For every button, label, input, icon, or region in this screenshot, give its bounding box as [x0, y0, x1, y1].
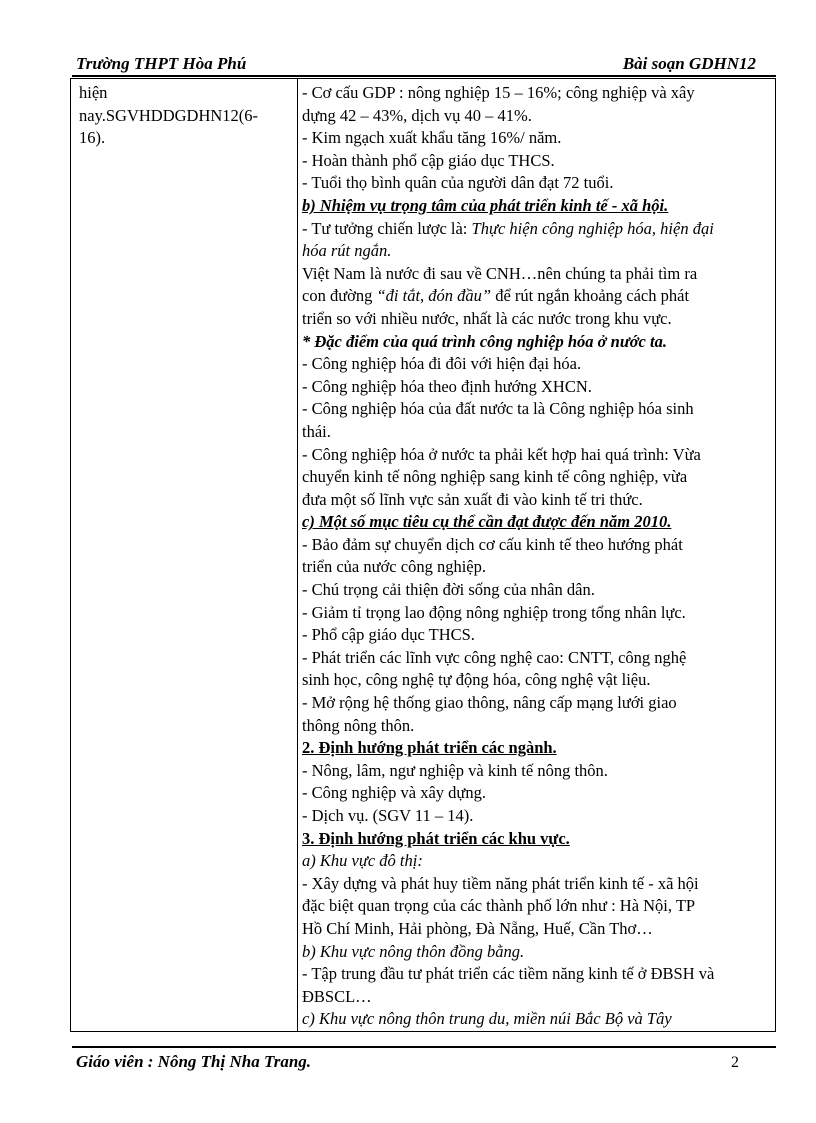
page-header — [76, 50, 756, 76]
line-text: 2. Định hướng phát triển các ngành. — [302, 738, 557, 758]
content-line — [302, 715, 772, 738]
line-text: hóa rút ngắn. — [302, 241, 392, 261]
content-line — [302, 647, 772, 670]
line-text: - Dịch vụ. (SGV 11 – 14). — [302, 806, 474, 825]
content-line — [302, 873, 772, 896]
line-text: triển so với nhiều nước, nhất là các nước trong khu vực. — [302, 308, 672, 328]
content-line — [302, 624, 772, 647]
content-line — [302, 986, 772, 1009]
content-line — [302, 353, 772, 376]
line-text: con đường — [302, 286, 377, 306]
line-text: - Phổ cập giáo dục THCS. — [302, 625, 475, 645]
line-text: chuyển kinh tế nông nghiệp sang kinh tế công nghiệp, vừa — [302, 467, 688, 487]
school-name: Trường THPT Hòa Phú — [76, 54, 247, 73]
line-text: - Phát triển các lĩnh vực công nghệ cao: CNTT, công nghệ — [302, 647, 687, 667]
content-line — [302, 511, 772, 534]
content-line — [302, 331, 772, 354]
line-text: - Công nghiệp hóa theo định hướng XHCN. — [302, 376, 592, 396]
content-line — [302, 895, 772, 918]
content-line — [302, 782, 772, 805]
page-number: 2 — [731, 1054, 739, 1071]
content-line — [302, 444, 772, 467]
teacher-name: Giáo viên : Nông Thị Nha Trang. — [76, 1052, 312, 1071]
line-text: triển của nước công nghiệp. — [302, 557, 486, 577]
line-text: - Tập trung đầu tư phát triển các tiềm năng kinh tế ở ĐBSH và — [302, 964, 715, 984]
line-text: c) Một số mục tiêu cụ thể cần đạt được đến năm 2010. — [302, 512, 672, 532]
line-text: - Công nghiệp hóa đi đôi với hiện đại hóa. — [302, 354, 582, 374]
content-line — [302, 376, 772, 399]
document-title: Bài soạn GDHN12 — [622, 54, 756, 73]
line-text: - Bảo đảm sự chuyển dịch cơ cấu kinh tế theo hướng phát — [302, 534, 683, 554]
content-line — [302, 263, 772, 286]
line-text: Việt Nam là nước đi sau về CNH…nên chúng ta phải tìm ra — [302, 263, 698, 283]
content-line — [302, 828, 772, 851]
line-text: - Mở rộng hệ thống giao thông, nâng cấp mạng lưới giao — [302, 693, 677, 713]
content-line — [302, 105, 772, 128]
line-text: - Công nghiệp và xây dựng. — [302, 783, 486, 803]
line-italic-text: Thực hiện công nghiệp hóa, hiện đại — [471, 218, 714, 238]
line-text: - Công nghiệp hóa ở nước ta phải kết hợp hai quá trình: Vừa — [302, 444, 701, 464]
content-line — [302, 760, 772, 783]
line-text: b) Nhiệm vụ trọng tâm của phát triển kinh tế - xã hội. — [302, 195, 669, 215]
content-line — [302, 805, 772, 828]
content-line — [302, 737, 772, 760]
line-text: - Chú trọng cải thiện đời sống của nhân dân. — [302, 580, 595, 600]
content-line — [302, 82, 772, 105]
content-line — [302, 398, 772, 421]
content-line — [302, 127, 772, 150]
right-column — [302, 82, 772, 1031]
line-text: đưa một số lĩnh vực sản xuất đi vào kinh tế tri thức. — [302, 489, 643, 509]
line-text: sinh học, công nghệ tự động hóa, công nghệ vật liệu. — [302, 670, 651, 690]
line-text: thông nông thôn. — [302, 715, 415, 735]
header-rule — [72, 75, 776, 77]
content-line — [302, 1008, 772, 1031]
left-line: 16). — [79, 128, 106, 148]
line-text: - Xây dựng và phát huy tiềm năng phát triển kinh tế - xã hội — [302, 873, 699, 893]
line-text: - Giảm tỉ trọng lao động nông nghiệp trong tổng nhân lực. — [302, 602, 686, 622]
line-text: b) Khu vực nông thôn đồng bằng. — [302, 941, 525, 961]
line-text: Hồ Chí Minh, Hải phòng, Đà Nẵng, Huế, Cần Thơ… — [302, 918, 653, 938]
line-text: đặc biệt quan trọng của các thành phố lớn như : Hà Nội, TP — [302, 896, 696, 916]
line-text: a) Khu vực đô thị: — [302, 851, 423, 871]
content-line — [302, 240, 772, 263]
content-line — [302, 534, 772, 557]
line-text: - Kim ngạch xuất khẩu tăng 16%/ năm. — [302, 128, 562, 148]
content-line — [302, 489, 772, 512]
footer-rule — [72, 1046, 776, 1048]
content-line — [302, 556, 772, 579]
left-column — [79, 82, 291, 150]
line-text: dựng 42 – 43%, dịch vụ 40 – 41%. — [302, 105, 532, 125]
content-line — [302, 579, 772, 602]
line-text: * Đặc điểm của quá trình công nghiệp hóa ở nước ta. — [302, 331, 667, 351]
line-text: - Tuổi thọ bình quân của người dân đạt 72 tuổi. — [302, 173, 614, 193]
content-line — [302, 218, 772, 241]
content-line — [302, 602, 772, 625]
line-text: - Cơ cấu GDP : nông nghiệp 15 – 16%; công nghiệp và xây — [302, 83, 695, 102]
line-text: - Công nghiệp hóa của đất nước ta là Công nghiệp hóa sinh — [302, 399, 694, 419]
left-line: hiện — [79, 83, 108, 102]
content-line — [302, 692, 772, 715]
content-line — [302, 308, 772, 331]
line-text: - Nông, lâm, ngư nghiệp và kinh tế nông thôn. — [302, 760, 608, 780]
line-text: c) Khu vực nông thôn trung du, miền núi Bắc Bộ và Tây — [302, 1009, 672, 1029]
lesson-table — [70, 78, 776, 1032]
content-line — [302, 963, 772, 986]
line-text-tail: để rút ngắn khoảng cách phát — [491, 286, 690, 306]
content-line — [302, 285, 772, 308]
content-line — [302, 421, 772, 444]
content-line — [302, 669, 772, 692]
content-line — [302, 466, 772, 489]
content-line — [302, 172, 772, 195]
line-text: - Hoàn thành phổ cập giáo dục THCS. — [302, 150, 555, 170]
line-text: thái. — [302, 421, 331, 441]
content-line — [302, 195, 772, 218]
line-italic-text: “đi tắt, đón đầu” — [376, 286, 492, 306]
content-line — [302, 918, 772, 941]
content-line — [302, 941, 772, 964]
column-divider — [297, 79, 298, 1031]
line-text: 3. Định hướng phát triển các khu vực. — [302, 828, 570, 848]
line-text: ĐBSCL… — [302, 986, 372, 1006]
left-line: nay.SGVHDDGDHN12(6- — [79, 105, 259, 125]
content-line — [302, 150, 772, 173]
line-text: - Tư tưởng chiến lược là: — [302, 218, 472, 238]
content-line — [302, 850, 772, 873]
